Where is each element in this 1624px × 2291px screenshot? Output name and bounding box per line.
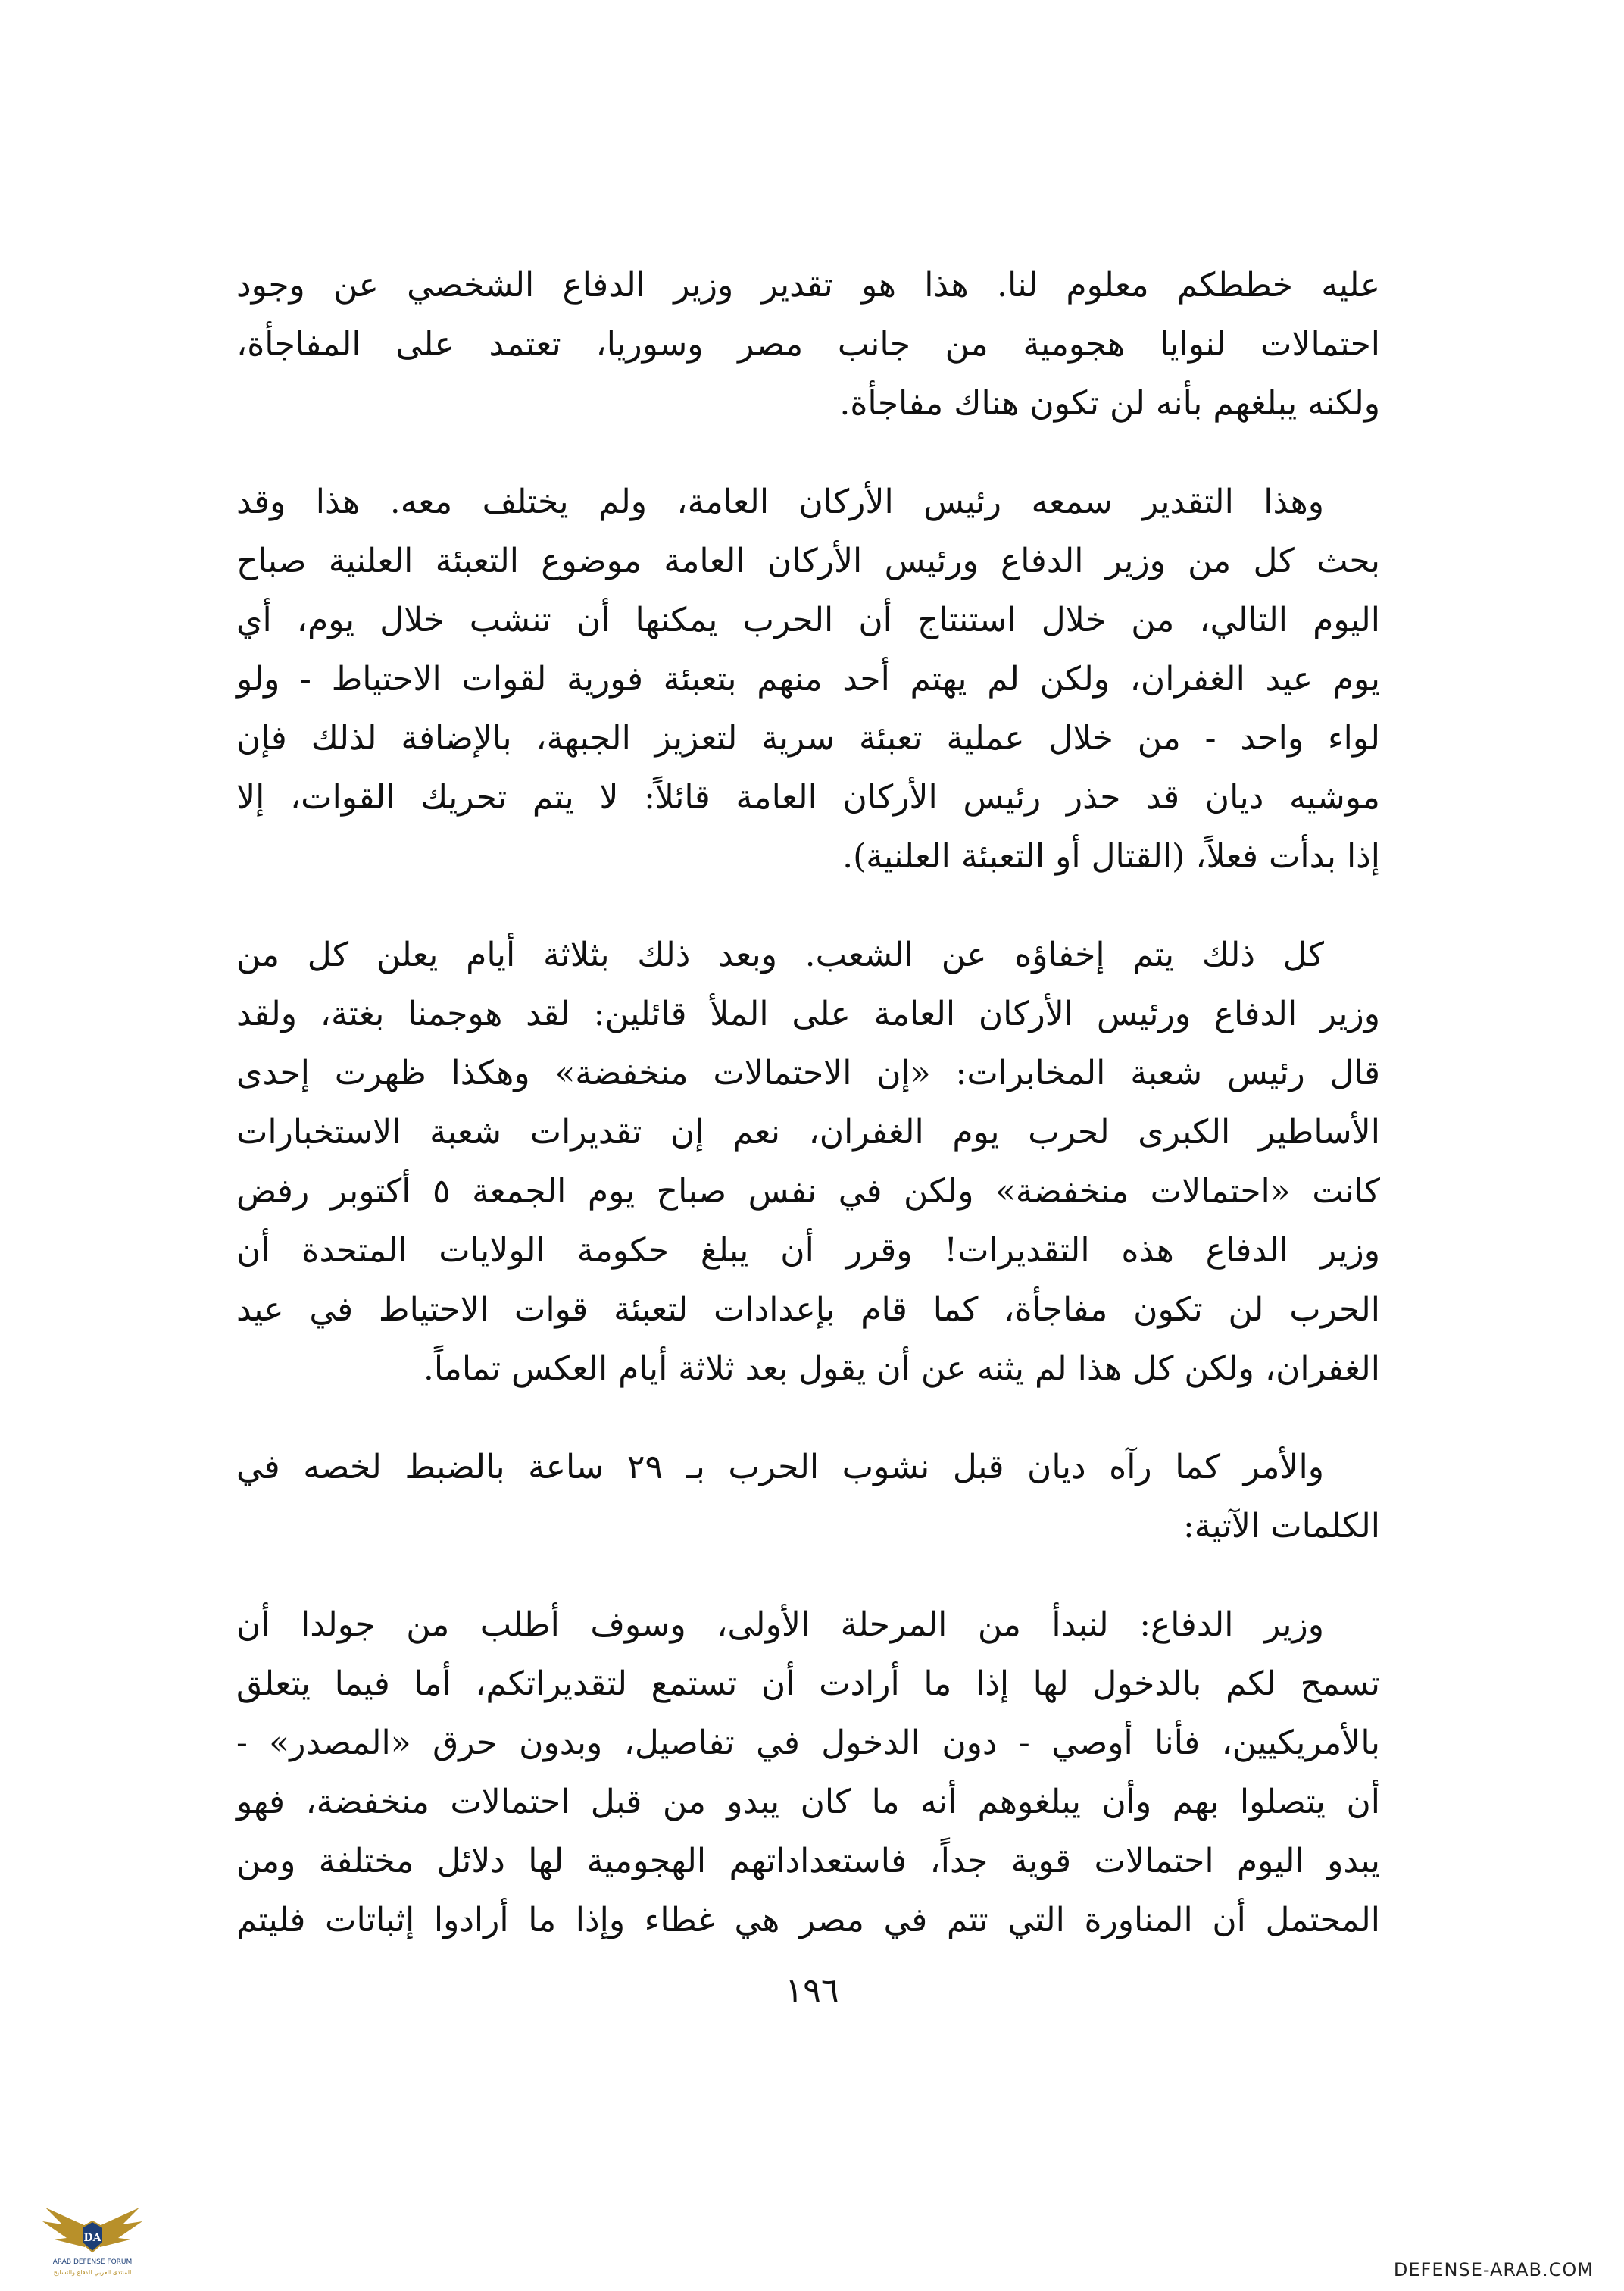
svg-text:ARAB DEFENSE FORUM: ARAB DEFENSE FORUM bbox=[52, 2258, 133, 2266]
text-line: احتمالات لنوايا هجومية من جانب مصر وسوريا، تعتمد على المفاجأة، bbox=[236, 325, 1380, 364]
paragraph-5 bbox=[236, 1596, 1380, 1950]
text-line: الكلمات الآتية: bbox=[1182, 1507, 1380, 1546]
text-line: وزير الدفاع هذه التقديرات! وقرر أن يبلغ حكومة الولايات المتحدة أن bbox=[236, 1231, 1380, 1270]
paragraph-2 bbox=[236, 473, 1380, 886]
forum-logo-icon bbox=[39, 2194, 145, 2279]
text-line: وهذا التقدير سمعه رئيس الأركان العامة، ولم يختلف معه. هذا وقد bbox=[236, 483, 1324, 521]
text-line: كل ذلك يتم إخفاؤه عن الشعب. وبعد ذلك بثلاثة أيام يعلن كل من bbox=[236, 936, 1324, 974]
text-line: الأساطير الكبرى لحرب يوم الغفران، نعم إن تقديرات شعبة الاستخبارات bbox=[236, 1113, 1380, 1152]
text-line: بالأمريكيين، فأنا أوصي - دون الدخول في تفاصيل، وبدون حرق «المصدر» - bbox=[236, 1724, 1380, 1762]
paragraph-4 bbox=[236, 1438, 1380, 1556]
text-line: يوم عيد الغفران، ولكن لم يهتم أحد منهم بتعبئة فورية لقوات الاحتياط - ولو bbox=[236, 660, 1380, 699]
text-line: اليوم التالي، من خلال استنتاج أن الحرب يمكنها أن تنشب خلال يوم، أي bbox=[236, 601, 1380, 639]
text-line: ولكنه يبلغهم بأنه لن تكون هناك مفاجأة. bbox=[839, 384, 1380, 423]
page-number: ١٩٦ bbox=[785, 1971, 839, 2010]
page-body bbox=[236, 256, 1380, 1989]
text-line: قال رئيس شعبة المخابرات: «إن الاحتمالات منخفضة» وهكذا ظهرت إحدى bbox=[236, 1054, 1380, 1092]
text-line: الغفران، ولكن كل هذا لم يثنه عن أن يقول بعد ثلاثة أيام العكس تماماً. bbox=[423, 1349, 1380, 1388]
text-line: تسمح لكم بالدخول لها إذا ما أرادت أن تستمع لتقديراتكم، أما فيما يتعلق bbox=[236, 1664, 1380, 1703]
text-line: وزير الدفاع ورئيس الأركان العامة على الملأ قائلين: لقد هوجمنا بغتة، ولقد bbox=[236, 995, 1380, 1033]
text-line: عليه خططكم معلوم لنا. هذا هو تقدير وزير الدفاع الشخصي عن وجود bbox=[236, 266, 1380, 305]
text-line: وزير الدفاع: لنبدأ من المرحلة الأولى، وسوف أطلب من جولدا أن bbox=[236, 1605, 1324, 1644]
text-line: والأمر كما رآه ديان قبل نشوب الحرب بـ ٢٩ ساعة بالضبط لخصه في bbox=[236, 1448, 1324, 1486]
text-line: كانت «احتمالات منخفضة» ولكن في نفس صباح يوم الجمعة ٥ أكتوبر رفض bbox=[236, 1172, 1380, 1211]
text-line: موشيه ديان قد حذر رئيس الأركان العامة قائلاً: لا يتم تحريك القوات، إلا bbox=[236, 778, 1380, 817]
paragraph-1 bbox=[236, 256, 1380, 433]
text-line: إذا بدأت فعلاً، (القتال أو التعبئة العلنية). bbox=[842, 837, 1380, 876]
svg-text:DA: DA bbox=[83, 2232, 102, 2244]
text-line: المحتمل أن المناورة التي تتم في مصر هي غطاء وإذا ما أرادوا إثباتات فليتم bbox=[236, 1901, 1380, 1939]
text-line: يبدو اليوم احتمالات قوية جداً، فاستعداداتهم الهجومية لها دلائل مختلفة ومن bbox=[236, 1842, 1380, 1880]
watermark-site-text: DEFENSE-ARAB.COM bbox=[1393, 2259, 1594, 2280]
paragraph-3 bbox=[236, 926, 1380, 1399]
text-line: لواء واحد - من خلال عملية تعبئة سرية لتعزيز الجبهة، بالإضافة لذلك فإن bbox=[236, 719, 1380, 758]
text-line: الحرب لن تكون مفاجأة، كما قام بإعدادات لتعبئة قوات الاحتياط في عيد bbox=[236, 1290, 1380, 1329]
text-line: أن يتصلوا بهم وأن يبلغوهم أنه ما كان يبدو من قبل احتمالات منخفضة، فهو bbox=[236, 1783, 1380, 1821]
svg-text:المنتدى العربي للدفاع والتسليح: المنتدى العربي للدفاع والتسليح bbox=[53, 2269, 132, 2276]
text-line: بحث كل من وزير الدفاع ورئيس الأركان العامة موضوع التعبئة العلنية صباح bbox=[236, 542, 1380, 580]
